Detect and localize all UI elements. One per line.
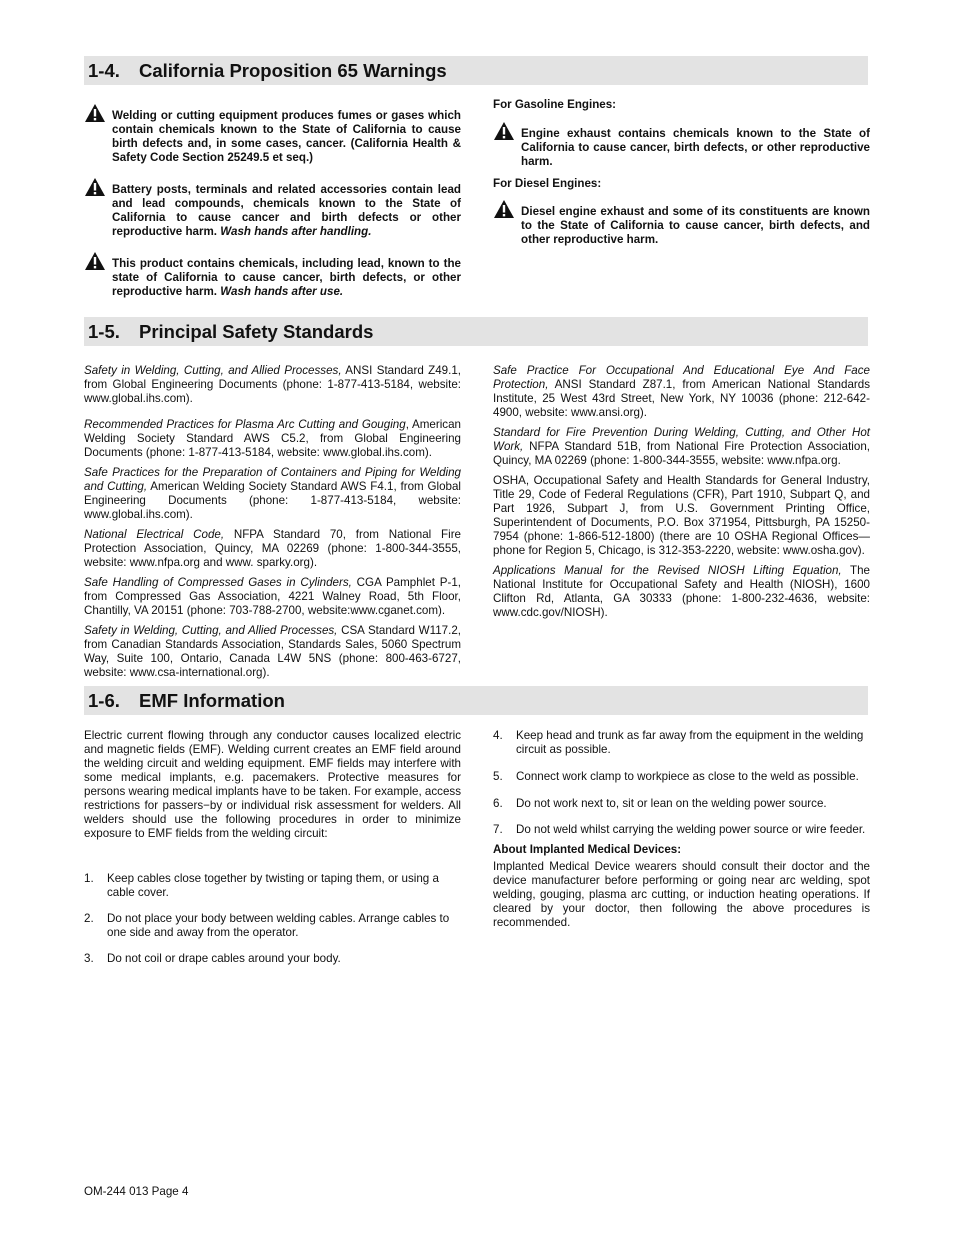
section-title: 1-6. EMF Information	[88, 690, 285, 711]
warning-battery: Battery posts, terminals and related accessories contain lead and lead compounds, chemicals known to the State of California to cause cancer and birth defects or other reproductive harm. Wash hands after handling.	[84, 183, 461, 239]
implant-heading: About Implanted Medical Devices:	[493, 843, 682, 856]
standard-entry: Standard for Fire Prevention During Welding, Cutting, and Other Hot Work, NFPA Standard 51B, from National Fire Protection Association, Quincy, MA 02269 (phone: 1-800-344-3555, website: www.nfpa.org.	[493, 426, 870, 467]
standards-left-column	[84, 364, 461, 680]
standard-entry: Safe Practice For Occupational And Educational Eye And Face Protection, ANSI Standard Z87.1, from American National Standards Institute, 25 West 43rd Street, New York, NY 10036 (phone: 212-642-4900, website: www.ansi.org).	[493, 364, 870, 419]
page-footer: OM-244 013 Page 4	[84, 1185, 189, 1198]
list-item: 7. Do not weld whilst carrying the welding power source or wire feeder.	[493, 823, 866, 836]
prop65-left-column	[84, 109, 461, 299]
list-item: 2. Do not place your body between welding cables. Arrange cables to one side and away from the operator.	[84, 912, 450, 939]
list-item: 6. Do not work next to, sit or lean on the welding power source.	[493, 797, 827, 810]
warning-diesel: Diesel engine exhaust and some of its constituents are known to the State of California to cause cancer, birth defects, and other reproductive harm.	[493, 205, 870, 247]
section-1-5-header	[84, 317, 868, 346]
warning-fumes: Welding or cutting equipment produces fumes or gases which contain chemicals known to the State of California to cause birth defects and, in some cases, cancer. (California Health & Safety Code Section 25249.5 et seq.)	[84, 109, 461, 165]
warning-lead: This product contains chemicals, including lead, known to the state of California to cause cancer, birth defects, or other reproductive harm. Wash hands after use.	[84, 257, 461, 299]
emf-left-column	[84, 729, 461, 966]
section-title: 1-4. California Proposition 65 Warnings	[88, 60, 447, 81]
standard-entry: Applications Manual for the Revised NIOSH Lifting Equation, The National Institute for Occupational Safety and Health (NIOSH), 1600 Clifton Rd, Atlanta, GA 30333 (phone: 1-800-232-4636, website: www.cdc.gov/NIOSH).	[493, 564, 871, 619]
standards-right-column	[493, 364, 870, 620]
standard-entry: Safety in Welding, Cutting, and Allied Processes, ANSI Standard Z49.1, from Global Engineering Documents (phone: 1-877-413-5184, website: www.global.ihs.com).	[84, 364, 461, 405]
section-1-4-header	[84, 56, 868, 85]
standard-entry: Safe Handling of Compressed Gases in Cylinders, CGA Pamphlet P-1, from Compressed Gas Association, 4221 Walney Road, 5th Floor, Chantilly, VA 20151 (phone: 703-788-2700, website:www.cganet.com).	[84, 576, 461, 617]
standard-entry: Recommended Practices for Plasma Arc Cutting and Gouging, American Welding Society Standard AWS C5.2, from Global Engineering Documents (phone: 1-877-413-5184, website: www.global.ihs.com).	[84, 418, 461, 459]
section-title: 1-5. Principal Safety Standards	[88, 321, 374, 342]
emf-intro: Electric current flowing through any conductor causes localized electric and magnetic fields (EMF). Welding current creates an EMF field around the welding circuit and welding equipment. EMF fields may interfere with some medical implants, e.g. pacemakers. Protective measures for persons wearing medical implants have to be taken. For example, access restrictions for passers−by or individual risk assessment for welders. All welders should use the following procedures in order to minimize exposure to EMF fields from the welding circuit:	[84, 729, 461, 840]
list-item: 5. Connect work clamp to workpiece as close to the weld as possible.	[493, 770, 859, 783]
implant-text: Implanted Medical Device wearers should consult their doctor and the device manufacturer before performing or going near arc welding, spot welding, gouging, plasma arc cutting, or induction heating operations. If cleared by your doctor, then following the above procedures is recommended.	[493, 860, 870, 929]
list-item: 3. Do not coil or drape cables around your body.	[84, 952, 341, 965]
emf-right-column	[493, 729, 870, 930]
warning-triangle-icon	[493, 121, 515, 141]
warning-triangle-icon	[84, 177, 106, 197]
standard-entry: National Electrical Code, NFPA Standard 70, from National Fire Protection Association, Quincy, MA 02269 (phone: 1-800-344-3555, website: www.nfpa.org and www. sparky.org).	[84, 528, 461, 569]
warning-triangle-icon	[493, 199, 515, 219]
warning-gasoline: Engine exhaust contains chemicals known to the State of California to cause cancer, birth defects, or other reproductive harm.	[493, 127, 870, 169]
diesel-heading: For Diesel Engines:	[493, 177, 602, 190]
standard-entry: Safe Practices for the Preparation of Containers and Piping for Welding and Cutting, American Welding Society Standard AWS F4.1, from Global Engineering Documents (phone: 1-877-413-5184, website: www.global.ihs.com).	[84, 466, 461, 521]
section-1-6-header	[84, 686, 868, 715]
prop65-right-column	[493, 98, 870, 247]
standard-entry: OSHA, Occupational Safety and Health Standards for General Industry, Title 29, Code of Federal Regulations (CFR), Part 1910, Subpart Q, and Part 1926, Subpart J, from U.S. Government Printing Office, Superintendent of Documents, P.O. Box 371954, Pittsburgh, PA 15250-7954 (phone: 1-866-512-1800) (there are 10 OSHA Regional Offices—phone for Region 5, Chicago, is 312-353-2220, website: www.osha.gov).	[493, 474, 870, 557]
list-item: 1. Keep cables close together by twisting or taping them, or using a cable cover.	[84, 872, 439, 899]
gasoline-heading: For Gasoline Engines:	[493, 98, 617, 111]
standard-entry: Safety in Welding, Cutting, and Allied Processes, CSA Standard W117.2, from Canadian Standards Association, Standards Sales, 5060 Spectrum Way, Suite 100, Ontario, Canada L4W 5NS (phone: 800-463-6727, website: www.csa-international.org).	[84, 624, 461, 679]
warning-triangle-icon	[84, 103, 106, 123]
list-item: 4. Keep head and trunk as far away from the equipment in the welding circuit as possible.	[493, 729, 864, 756]
warning-triangle-icon	[84, 251, 106, 271]
